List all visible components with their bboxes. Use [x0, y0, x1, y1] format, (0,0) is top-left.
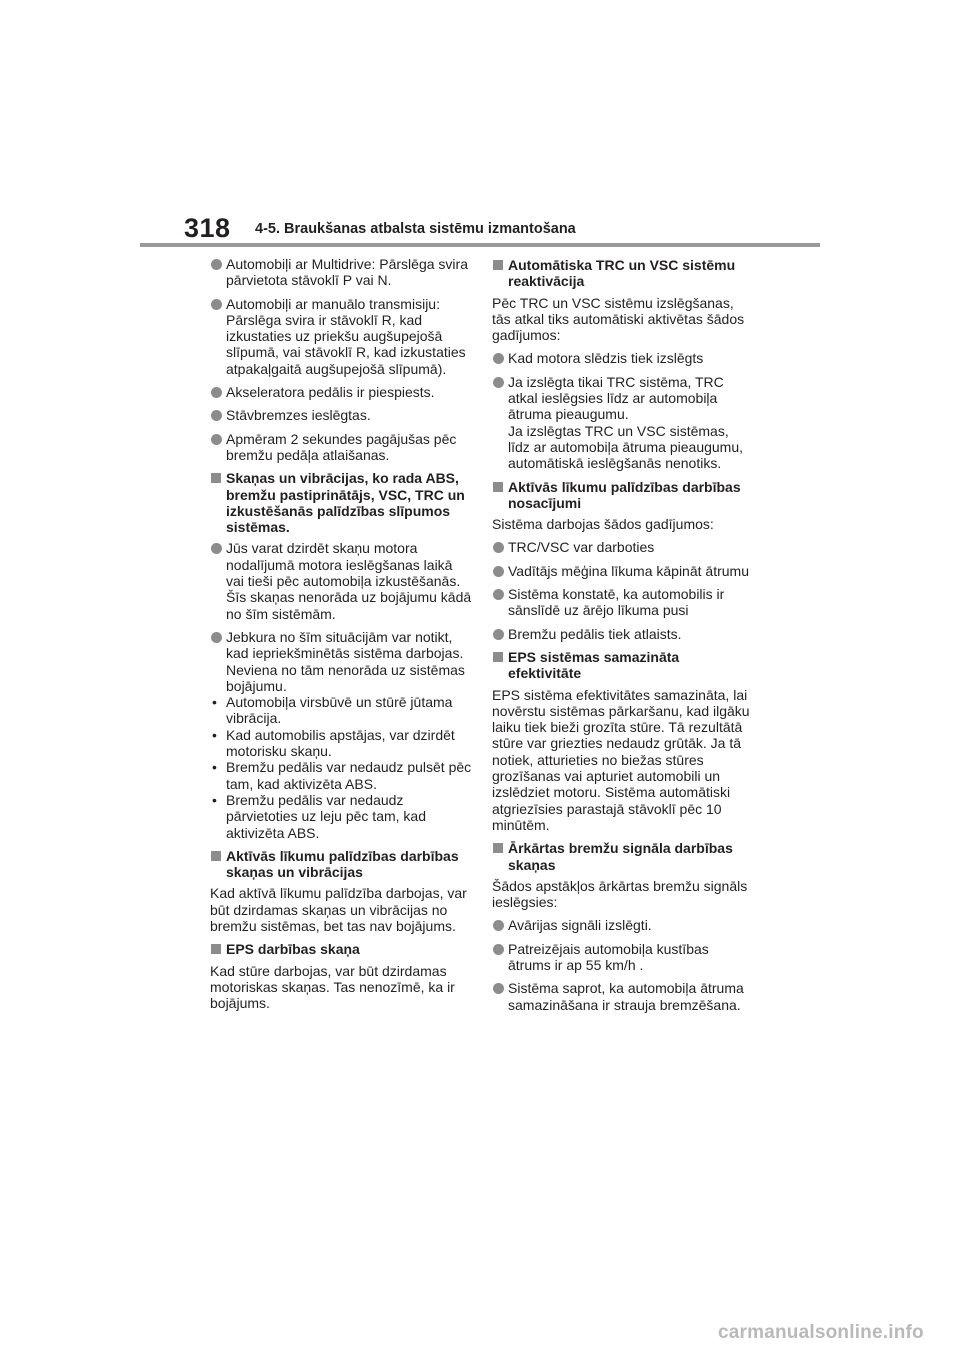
bullet-item: Jūs varat dzirdēt skaņu motora nodalījumā motora ieslēgšanas laikā vai tieši pēc automobiļa izkustēšanās. Šīs skaņas nenorāda uz bojājumu kādā no šīm sistēmām. — [210, 540, 472, 621]
bullet-text: Ja izslēgtas TRC un VSC sistēmas, līdz ar automobiļa ātruma pieaugumu, automātiskā ieslēgšanās nenotiks. — [508, 422, 744, 472]
subsection-heading: EPS sistēmas samazināta efektivitāte — [492, 649, 754, 682]
bullet-text: Ja izslēgta tikai TRC sistēma, TRC atkal ieslēgsies līdz ar automobiļa ātruma pieaugumu. — [508, 373, 724, 423]
bullet-item: Akseleratora pedālis ir piespiests. — [210, 384, 472, 400]
right-column — [492, 256, 754, 1020]
sub-list-item: • Automobiļa virsbūvē un stūrē jūtama vibrācija. — [210, 694, 472, 727]
page-number: 318 — [184, 213, 231, 243]
bullet-item: Stāvbremzes ieslēgtas. — [210, 407, 472, 423]
subsection-heading: EPS darbības skaņa — [210, 941, 472, 957]
bullet-item: Automobiļi ar manuālo transmisiju: Pārslēga svira ir stāvoklī R, kad izkustaties uz priekšu augšupejošā slīpumā, vai stāvoklī R, kad izkustaties atpakaļgaitā augšupejošā slīpumā). — [210, 296, 472, 377]
bullet-item: Sistēma saprot, ka automobiļa ātruma samazināšana ir strauja bremzēšana. — [492, 980, 754, 1013]
bullet-item: Jebkura no šīm situācijām var notikt, kad iepriekšminētās sistēma darbojas. Neviena no tām nenorāda uz sistēmas bojājumu. — [210, 629, 472, 694]
bullet-item: TRC/VSC var darboties — [492, 539, 754, 555]
sub-list-item: • Bremžu pedālis var nedaudz pārvietoties uz leju pēc tam, kad aktivizēta ABS. — [210, 792, 472, 841]
subsection-heading: Aktīvās līkumu palīdzības darbības skaņas un vibrācijas — [210, 848, 472, 881]
sub-list-item: • Bremžu pedālis var nedaudz pulsēt pēc tam, kad aktivizēta ABS. — [210, 759, 472, 792]
bullet-item — [492, 374, 754, 472]
paragraph: Kad aktīvā līkumu palīdzība darbojas, var būt dzirdamas skaņas un vibrācijas no bremžu sistēmas, bet tas nav bojājums. — [210, 885, 467, 934]
paragraph: Sistēma darbojas šādos gadījumos: — [492, 516, 714, 533]
bullet-item: Automobiļi ar Multidrive: Pārslēga svira pārvietota stāvoklī P vai N. — [210, 256, 472, 289]
left-column — [210, 256, 472, 1018]
section-title: 4-5. Braukšanas atbalsta sistēmu izmantošana — [255, 221, 576, 237]
paragraph: Pēc TRC un VSC sistēmu izslēgšanas, tās atkal tiks automātiski aktivētas šādos gadījumos: — [492, 294, 745, 344]
bullet-item: Avārijas signāli izslēgti. — [492, 917, 754, 933]
bullet-item: Patreizējais automobiļa kustības ātrums ir ap 55 km/h . — [492, 941, 754, 974]
paragraph: EPS sistēma efektivitātes samazināta, lai novērstu sistēmas pārkaršanu, kad ilgāku laiku tiek bieži grozīta stūre. Tā rezultātā stūre var griezties nedaudz grūtāk. Ja tā notiek, atturieties no biežas stūres grozīšanas vai apturiet automobili un izslēdziet motoru. Sistēma automātiski atgriezīsies parastajā stāvoklī pēc 10 minūtēm. — [492, 686, 750, 833]
paragraph: Kad stūre darbojas, var būt dzirdamas motoriskas skaņas. Tas nenozīmē, ka ir bojājums. — [210, 962, 455, 1012]
bullet-item: Vadītājs mēģina līkuma kāpināt ātrumu — [492, 563, 754, 579]
page-header — [0, 0, 960, 250]
bullet-item: Kad motora slēdzis tiek izslēgts — [492, 350, 754, 366]
subsection-heading: Aktīvās līkumu palīdzības darbības nosacījumi — [492, 479, 754, 512]
paragraph: Šādos apstākļos ārkārtas bremžu signāls ieslēgsies: — [492, 877, 748, 911]
bullet-item: Bremžu pedālis tiek atlaists. — [492, 626, 754, 642]
subsection-heading: Automātiska TRC un VSC sistēmu reaktivācija — [492, 257, 754, 290]
bullet-item: Sistēma konstatē, ka automobilis ir sānslīdē uz ārējo līkuma pusi — [492, 586, 754, 619]
bullet-item: Apmēram 2 sekundes pagājušas pēc bremžu pedāļa atlaišanas. — [210, 431, 472, 464]
header-divider — [140, 243, 820, 247]
watermark: carmanualsonline.info — [718, 1322, 924, 1343]
bullet-group — [210, 629, 472, 841]
sub-list-item: • Kad automobilis apstājas, var dzirdēt motorisku skaņu. — [210, 727, 472, 760]
subsection-heading: Ārkārtas bremžu signāla darbības skaņas — [492, 840, 754, 873]
subsection-heading: Skaņas un vibrācijas, ko rada ABS, bremžu pastiprinātājs, VSC, TRC un izkustēšanās palīdzības slīpumos sistēmas. — [210, 470, 472, 535]
